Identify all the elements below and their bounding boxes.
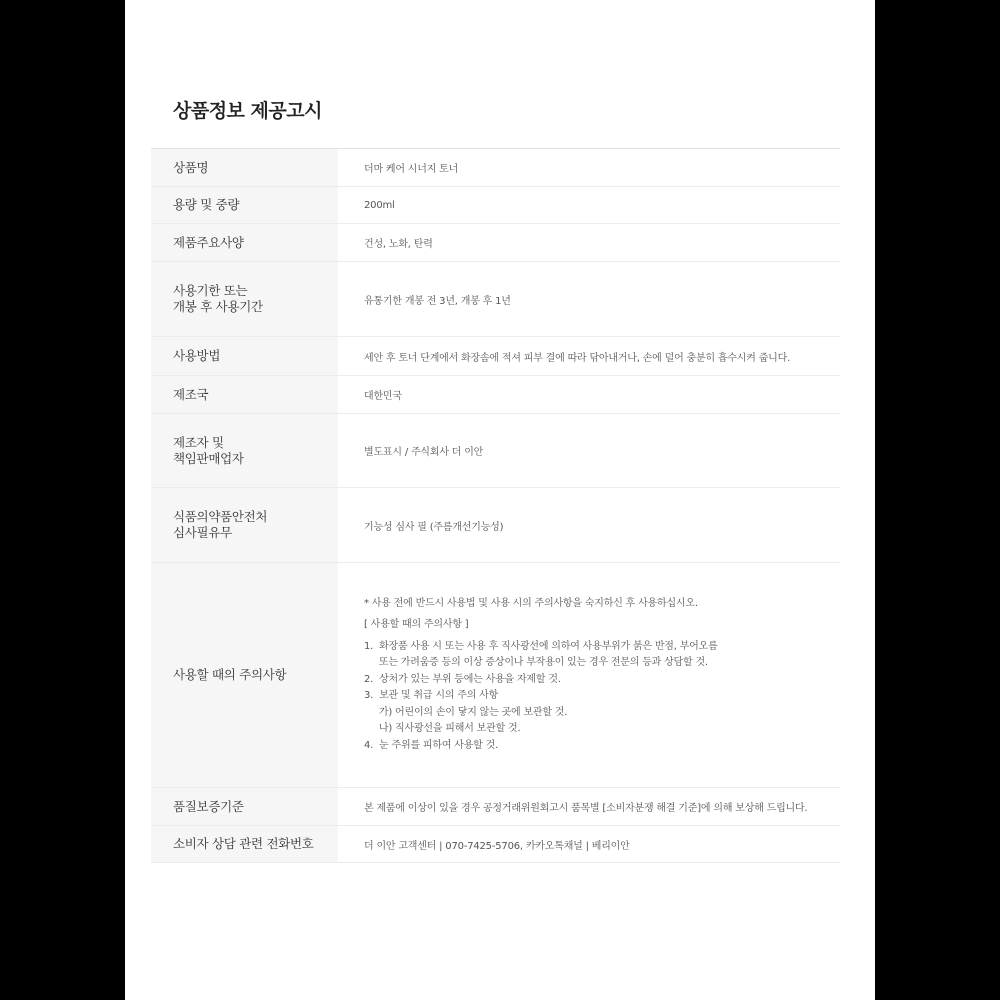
row-value: 200ml <box>364 199 395 211</box>
row-value: 별도표시 / 주식회사 더 이안 <box>364 447 484 458</box>
table-row <box>151 488 840 563</box>
row-value: 기능성 심사 필 (주름개선기능성) <box>364 521 504 533</box>
row-label: 사용기한 또는 개봉 후 사용기간 <box>151 262 338 337</box>
table-row <box>151 414 840 488</box>
caution-list <box>338 563 840 788</box>
caution-line: 1. 화장품 사용 시 또는 사용 후 직사광선에 의하여 사용부위가 붉은 반점, 부어오름 <box>364 640 718 652</box>
row-value: 유통기한 개봉 전 3년, 개봉 후 1년 <box>364 295 511 307</box>
caution-line: * 사용 전에 반드시 사용법 및 사용 시의 주의사항을 숙지하신 후 사용하십시오. <box>364 597 698 609</box>
row-label: 제품주요사양 <box>151 224 338 262</box>
caution-line: 4. 눈 주위를 피하여 사용할 것. <box>364 739 499 751</box>
row-label: 소비자 상담 관련 전화번호 <box>151 826 338 863</box>
row-label: 식품의약품안전처 심사필유무 <box>151 488 338 563</box>
row-label: 사용할 때의 주의사항 <box>151 563 338 788</box>
row-value: 대한민국 <box>364 391 402 402</box>
row-label: 제조자 및 책임판매업자 <box>151 414 338 488</box>
table-row <box>151 563 840 788</box>
caution-line: 가) 어린이의 손이 닿지 않는 곳에 보관할 것. <box>364 706 568 718</box>
table-row <box>151 337 840 376</box>
row-label: 용량 및 중량 <box>151 187 338 224</box>
caution-line: [ 사용할 때의 주의사항 ] <box>364 619 469 631</box>
table-row <box>151 262 840 337</box>
page-title: 상품정보 제공고시 <box>173 100 322 122</box>
table-row <box>151 788 840 826</box>
table-row <box>151 149 840 187</box>
table-row <box>151 187 840 224</box>
row-label: 품질보증기준 <box>151 788 338 826</box>
row-label: 사용방법 <box>151 337 338 376</box>
caution-line: 2. 상처가 있는 부위 등에는 사용을 자제할 것. <box>364 673 561 685</box>
row-value: 건성, 노화, 탄력 <box>364 239 433 250</box>
table-row <box>151 376 840 414</box>
row-value: 더 이안 고객센터 | 070-7425-5706, 카카오톡채널 | 베리이안 <box>364 840 630 852</box>
product-info-page <box>125 0 875 1000</box>
caution-line: 3. 보관 및 취급 시의 주의 사항 <box>364 690 499 702</box>
row-value: 본 제품에 이상이 있을 경우 공정거래위원회고시 품목별 [소비자분쟁 해결 기준]에 의해 보상해 드립니다. <box>364 803 808 814</box>
caution-line: 나) 직사광선을 피해서 보관할 것. <box>364 723 521 735</box>
caution-line: 또는 가려움증 등의 이상 증상이나 부작용이 있는 경우 전문의 등과 상담할 것. <box>364 657 708 669</box>
row-value: 더마 케어 시너지 토너 <box>364 164 459 175</box>
row-label: 제조국 <box>151 376 338 414</box>
table-row <box>151 826 840 863</box>
row-label: 상품명 <box>151 149 338 187</box>
row-value: 세안 후 토너 단계에서 화장솜에 적셔 피부 결에 따라 닦아내거나, 손에 덜어 충분히 흡수시켜 줍니다. <box>364 352 791 364</box>
table-row <box>151 224 840 262</box>
product-info-table <box>151 148 840 863</box>
